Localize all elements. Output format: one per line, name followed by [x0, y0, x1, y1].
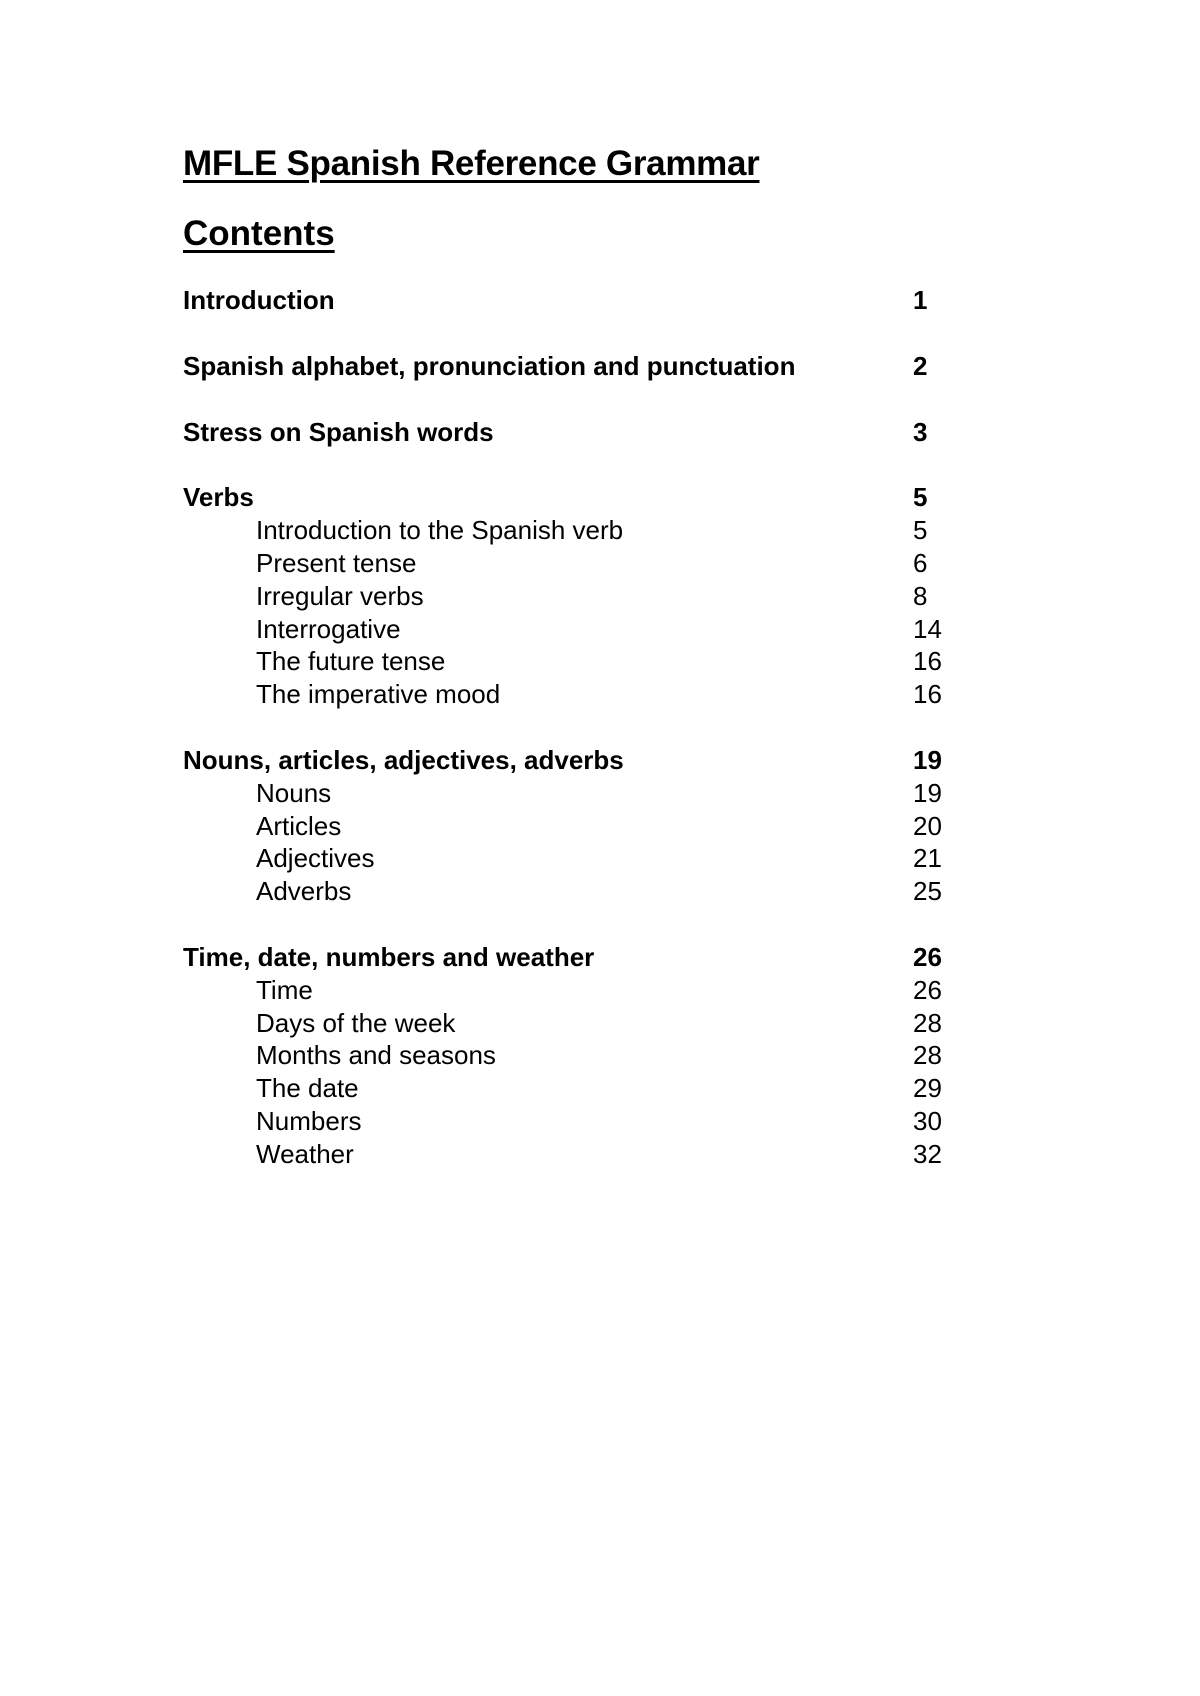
- toc-entry: [183, 284, 963, 317]
- toc-entry: [183, 941, 963, 974]
- toc-entry-page: 5: [913, 482, 928, 513]
- toc-subentry-page: 29: [913, 1073, 942, 1104]
- toc-subentry: [183, 842, 963, 875]
- toc-section: [183, 744, 963, 908]
- toc-subentry-page: 6: [913, 547, 928, 578]
- toc-subentry-label: Interrogative: [256, 613, 401, 644]
- toc-subentry-page: 19: [913, 777, 942, 808]
- toc-subentry-label: Weather: [256, 1138, 354, 1169]
- toc-subentry-page: 28: [913, 1007, 942, 1038]
- toc-subentry: [183, 875, 963, 908]
- toc-subentry-label: Articles: [256, 810, 342, 841]
- toc-subentry-page: 16: [913, 679, 942, 710]
- toc-subentry-label: Months and seasons: [256, 1040, 496, 1071]
- toc-section: [183, 481, 963, 711]
- toc-subentry: [183, 1138, 963, 1171]
- toc-subentry: [183, 1105, 963, 1138]
- toc-subentry-page: 20: [913, 810, 942, 841]
- toc-entry-label: Time, date, numbers and weather: [183, 941, 595, 972]
- toc-section: [183, 350, 963, 383]
- toc-subentry-page: 32: [913, 1138, 942, 1169]
- toc-subentry-label: Time: [256, 974, 313, 1005]
- toc-subentry-label: The imperative mood: [256, 679, 501, 710]
- toc-subentry: [183, 580, 963, 613]
- toc-entry-label: Nouns, articles, adjectives, adverbs: [183, 744, 624, 775]
- toc-entry-page: 3: [913, 416, 928, 447]
- toc-entry-label: Verbs: [183, 482, 254, 513]
- toc-subentry: [183, 547, 963, 580]
- toc-subentry-page: 25: [913, 876, 942, 907]
- toc-subentry: [183, 1072, 963, 1105]
- toc-subentry: [183, 645, 963, 678]
- table-of-contents: [183, 284, 963, 1204]
- toc-entry-page: 19: [913, 744, 942, 775]
- toc-subentry-label: Numbers: [256, 1105, 362, 1136]
- toc-subentry-page: 5: [913, 515, 928, 546]
- toc-entry-page: 1: [913, 285, 928, 315]
- toc-entry-page: 26: [913, 941, 942, 972]
- toc-entry-label: Spanish alphabet, pronunciation and punctuation: [183, 350, 796, 381]
- toc-subentry: [183, 777, 963, 810]
- toc-subentry: [183, 678, 963, 711]
- toc-entry-label: Introduction: [183, 285, 335, 315]
- toc-subentry-label: Nouns: [256, 777, 332, 808]
- toc-subentry-page: 30: [913, 1105, 942, 1136]
- toc-subentry-label: Adverbs: [256, 876, 352, 907]
- toc-subentry-page: 21: [913, 843, 942, 874]
- toc-entry: [183, 744, 963, 777]
- toc-subentry-page: 28: [913, 1040, 942, 1071]
- contents-heading: Contents: [183, 214, 335, 253]
- toc-subentry: [183, 514, 963, 547]
- toc-subentry-page: 8: [913, 580, 928, 611]
- toc-subentry: [183, 613, 963, 646]
- toc-subentry: [183, 1039, 963, 1072]
- toc-entry: [183, 416, 963, 449]
- toc-subentry-label: Irregular verbs: [256, 580, 424, 611]
- toc-entry-label: Stress on Spanish words: [183, 416, 494, 447]
- toc-subentry-page: 14: [913, 613, 942, 644]
- toc-subentry: [183, 974, 963, 1007]
- toc-subentry-label: Present tense: [256, 547, 417, 578]
- toc-subentry-page: 16: [913, 646, 942, 677]
- toc-subentry-label: The future tense: [256, 646, 446, 677]
- toc-section: [183, 416, 963, 449]
- toc-subentry-label: Days of the week: [256, 1007, 456, 1038]
- toc-subentry-label: The date: [256, 1073, 359, 1104]
- toc-entry-page: 2: [913, 350, 928, 381]
- toc-subentry-label: Introduction to the Spanish verb: [256, 515, 624, 546]
- toc-section: [183, 941, 963, 1171]
- toc-subentry-label: Adjectives: [256, 843, 375, 874]
- toc-subentry-page: 26: [913, 974, 942, 1005]
- toc-entry: [183, 350, 963, 383]
- toc-subentry: [183, 810, 963, 843]
- toc-subentry: [183, 1007, 963, 1040]
- document-title: MFLE Spanish Reference Grammar: [183, 144, 760, 183]
- toc-section: [183, 284, 963, 317]
- toc-entry: [183, 481, 963, 514]
